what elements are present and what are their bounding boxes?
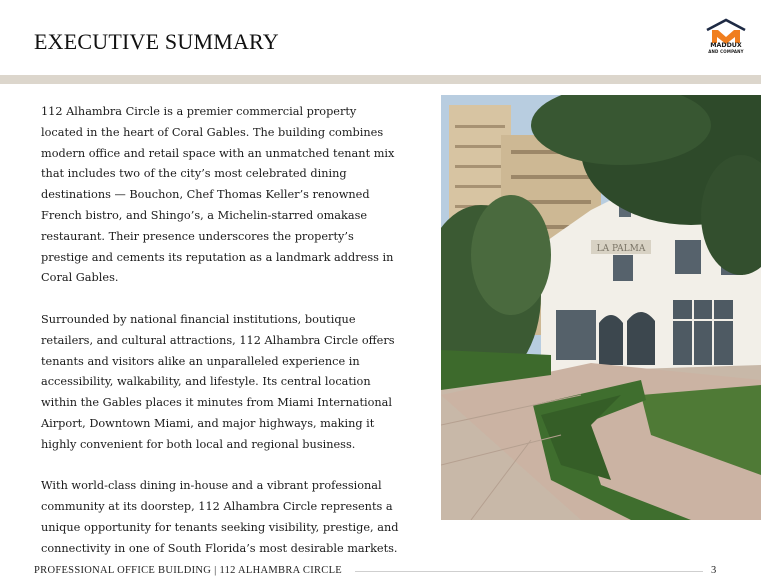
paragraph-intro: 112 Alhambra Circle is a premier commercial property located in the heart of Coral Gables. The building combines modern office and retail space with an unmatched tenant mix that includes two of the city’s most celebrated dining destinations — Bouchon, Chef Thomas Keller’s renowned French bistro, and Shingo’s, a Michelin-starred omakase restaurant. Their presence underscores the property’s prestige and cements its reputation as a landmark address in Coral Gables. (41, 105, 395, 285)
summary-text (41, 102, 401, 580)
building-sign: LA PALMA (596, 244, 646, 254)
paragraph-closing: With world-class dining in-house and a vibrant professional community at its doorstep, 112 Alhambra Circle represents a unique opportunity for tenants seeking visibility, prestige, and connectivity in one of South Florida’s most desirable markets. (41, 479, 399, 555)
logo-wordmark: MADDUX (710, 42, 742, 49)
logo-subtitle: AND COMPANY (708, 49, 744, 54)
footer-rule (355, 571, 703, 572)
header-divider-band (0, 75, 761, 84)
page-title: EXECUTIVE SUMMARY (34, 29, 279, 54)
paragraph-location: Surrounded by national financial institutions, boutique retailers, and cultural attractions, 112 Alhambra Circle offers tenants and visitors alike an unparalleled experience in accessibility, walkability, and lifestyle. Its central location within the Gables places it minutes from Miami International Airport, Downtown Miami, and major highways, making it highly convenient for both local and regional business. (41, 312, 395, 451)
page-number: 3 (711, 565, 717, 576)
property-photo (441, 95, 761, 520)
footer-label: PROFESSIONAL OFFICE BUILDING | 112 ALHAMBRA CIRCLE (34, 565, 343, 576)
